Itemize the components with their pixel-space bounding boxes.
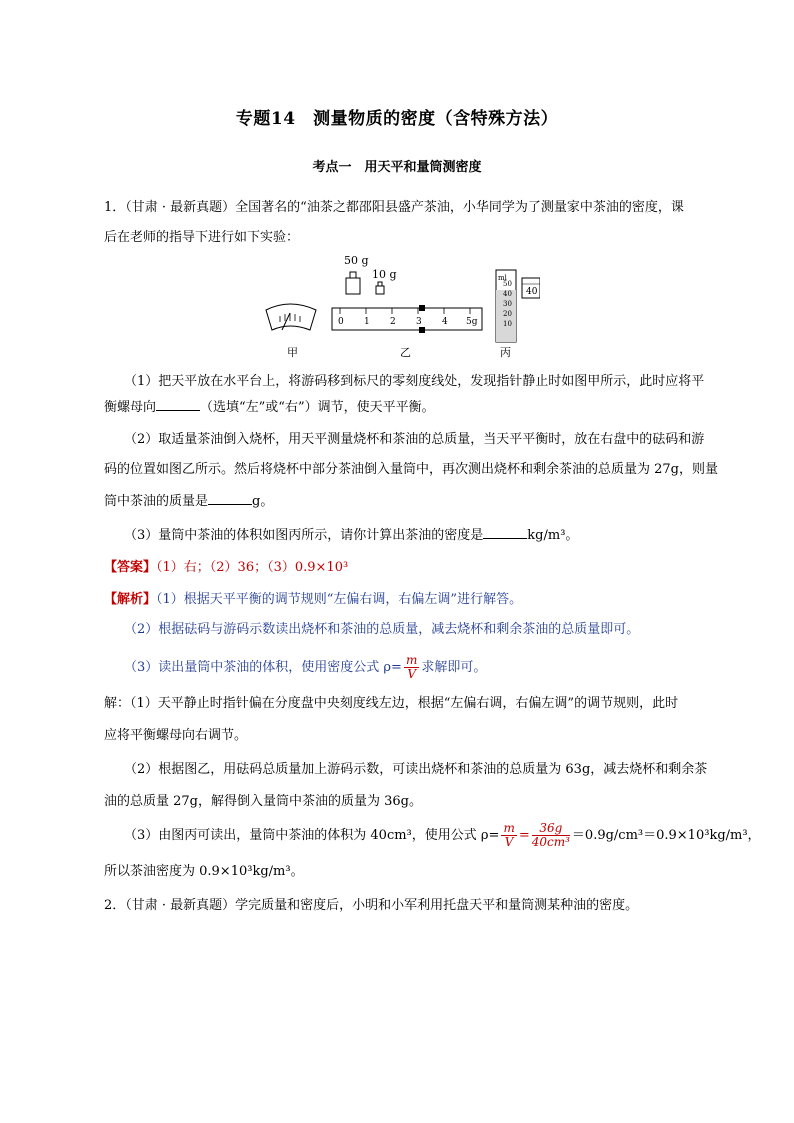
analysis-3-post: 求解即可。 (421, 660, 487, 675)
cylinder-mark-50: 50 (503, 280, 512, 288)
figure-label-a: 甲 (287, 346, 298, 359)
cylinder-unit: ml (498, 274, 507, 282)
solution-fraction-mv: $\frac{m}{V}$ (503, 821, 515, 849)
q1-part2-post: g。 (252, 494, 274, 509)
solution-line4: 油的总质量 27g，解得倒入量筒中茶油的质量为 36g。 (104, 794, 422, 809)
cylinder-mark-30: 30 (503, 300, 512, 308)
q1-part3-pre: （3）量筒中茶油的体积如图丙所示，请你计算出茶油的密度是 (124, 528, 484, 543)
answer-text: （1）右；（2）36；（3）0.9×10³ (156, 560, 349, 575)
q1-part2-line2: 码的位置如图乙所示。然后将烧杯中部分茶油倒入量筒中，再次测出烧杯和剩余茶油的总质量为 27g，则量 (104, 462, 718, 477)
analysis-line2: （2）根据砝码与游码示数读出烧杯和茶油的总质量，减去烧杯和剩余茶油的总质量即可。 (124, 622, 640, 637)
page-title: 专题14 测量物质的密度（含特殊方法） (235, 109, 559, 129)
answer-blank-2 (208, 492, 252, 505)
ruler-tick-1: 1 (364, 317, 370, 327)
solution-fraction-values: $\frac{36g}{\text{40cm³}}$ (531, 821, 570, 849)
analysis-line1 (104, 590, 724, 610)
q1-part1-line2 (104, 398, 724, 418)
balance-dial-figure (266, 304, 316, 359)
graduated-cylinder-figure (496, 270, 540, 359)
q1-part1-post: （选填“左”或“右”）调节，使天平平衡。 (200, 400, 435, 415)
density-formula-fraction: $\frac{m}{V}$ (405, 653, 418, 681)
figure-label-b: 乙 (400, 346, 411, 359)
cylinder-reading: 40 (526, 287, 538, 297)
solution-line5 (124, 821, 761, 849)
q1-stem-line2: 后在老师的指导下进行如下实验： (104, 230, 300, 245)
solution-3-post: ＝0.9g/cm³＝0.9×10³kg/m³， (571, 828, 761, 843)
solution-3-pre: （3）由图丙可读出，量筒中茶油的体积为 40cm³，使用公式 ρ= (124, 828, 500, 843)
section-subtitle: 考点一 用天平和量筒测密度 (312, 160, 482, 175)
analysis-line3 (124, 654, 744, 681)
analysis-3-pre: （3）读出量筒中茶油的体积，使用密度公式 ρ= (124, 660, 402, 675)
q1-part2-line3 (104, 492, 724, 512)
q1-stem-line1: 1．（甘肃 · 最新真题）全国著名的“油茶之都邵阳县盛产茶油，小华同学为了测量家中茶油的密度，课 (104, 200, 684, 215)
rider-scale-figure (332, 305, 482, 359)
cylinder-mark-40: 40 (503, 290, 512, 298)
answer-line (104, 558, 724, 578)
solution-equals: = (518, 828, 530, 843)
answer-blank-1 (156, 398, 200, 411)
q1-part1-pre: 衡螺母向 (104, 400, 157, 415)
solution-line3: （2）根据图乙，用砝码总质量加上游码示数，可读出烧杯和茶油的总质量为 63g，减去烧杯和剩余茶 (124, 762, 708, 777)
answer-tag: 【答案】 (104, 560, 157, 575)
q2-stem-line1: 2．（甘肃 · 最新真题）学完质量和密度后，小明和小军利用托盘天平和量筒测某种油的密度。 (104, 898, 639, 913)
q1-part1-line1: （1）把天平放在水平台上，将游码移到标尺的零刻度线处，发现指针静止时如图甲所示，此时应将平 (124, 374, 705, 389)
solution-line6: 所以茶油密度为 0.9×10³kg/m³。 (104, 864, 304, 879)
ruler-tick-5: 5g (466, 317, 478, 327)
weights-figure (344, 254, 397, 294)
figure-label-c: 丙 (500, 346, 511, 359)
solution-line1: 解：（1）天平静止时指针偏在分度盘中央刻度线左边，根据“左偏右调，右偏左调”的调节规则，此时 (104, 696, 679, 711)
analysis-tag: 【解析】 (104, 592, 157, 607)
answer-blank-3 (483, 526, 527, 539)
analysis-text-1: （1）根据天平平衡的调节规则“左偏右调，右偏左调”进行解答。 (156, 592, 523, 607)
cylinder-mark-10: 10 (503, 320, 512, 328)
q1-part3-post: kg/m³。 (527, 528, 579, 543)
experiment-figure (260, 250, 540, 360)
q1-part2-pre: 筒中茶油的质量是 (104, 494, 209, 509)
q1-part3-line (124, 526, 744, 546)
q1-part2-line1: （2）取适量茶油倒入烧杯，用天平测量烧杯和茶油的总质量，当天平平衡时，放在右盘中的砝码和游 (124, 432, 705, 447)
weight-50g-label: 50 g (344, 254, 369, 267)
solution-line2: 应将平衡螺母向右调节。 (104, 728, 248, 743)
ruler-tick-2: 2 (390, 317, 396, 327)
weight-10g-label: 10 g (372, 268, 397, 281)
cylinder-mark-20: 20 (503, 310, 512, 318)
ruler-tick-4: 4 (442, 317, 448, 327)
ruler-tick-0: 0 (338, 317, 344, 327)
ruler-tick-3: 3 (416, 317, 422, 327)
